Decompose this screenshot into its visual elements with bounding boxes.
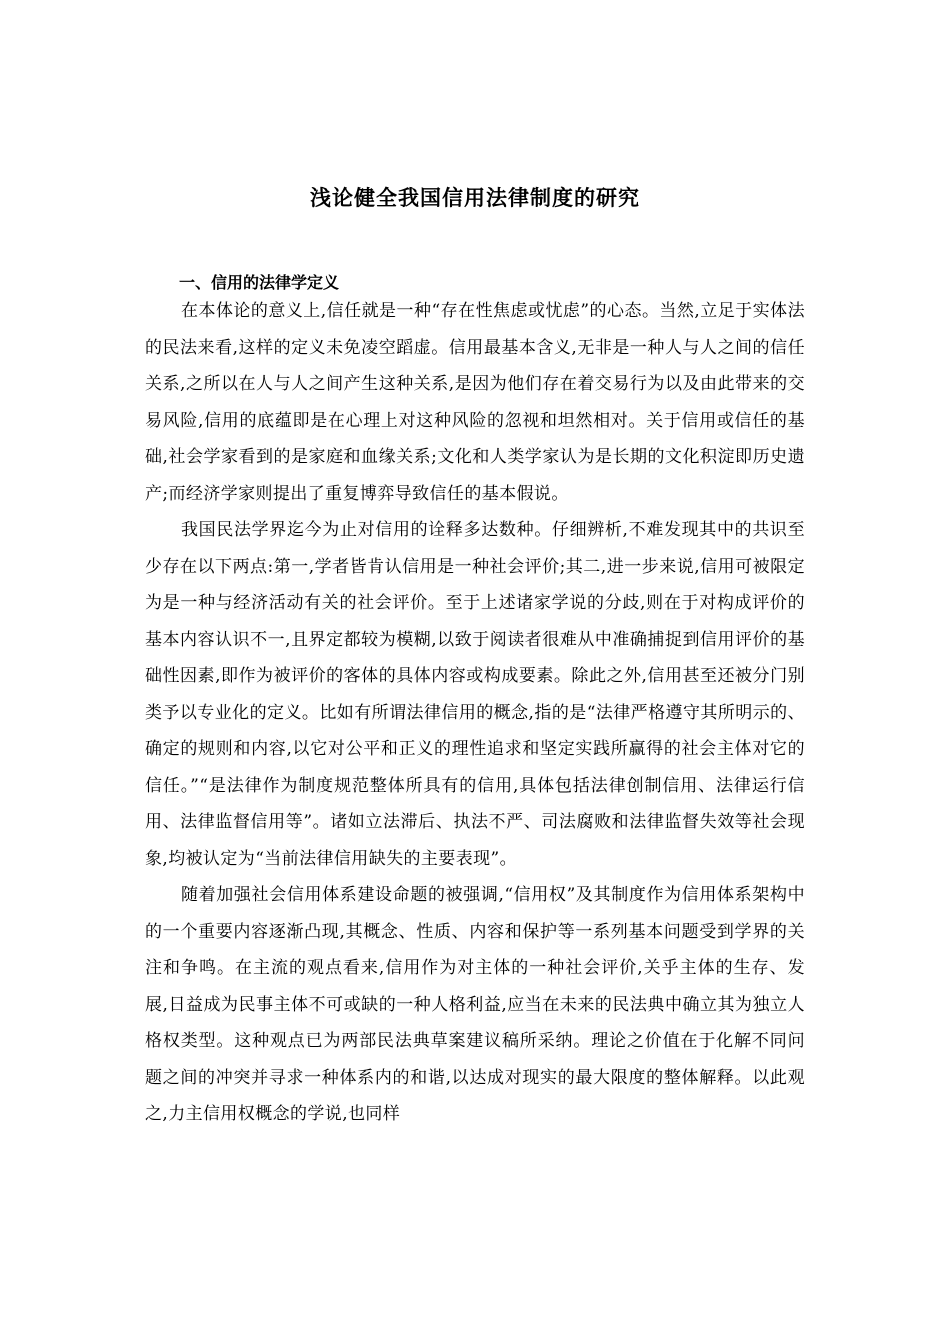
document-title: 浅论健全我国信用法律制度的研究 — [310, 186, 640, 210]
section-heading: 一、信用的法律学定义 — [179, 273, 340, 292]
paragraph-2: 我国民法学界迄今为止对信用的诠释多达数种。仔细辨析,不难发现其中的共识至少存在以下两点:第一,学者皆肯认信用是一种社会评价;其二,进一步来说,信用可被限定为是一种与经济活动有关的社会评价。至于上述诸家学说的分歧,则在于对构成评价的基本内容认识不一,且界定都较为模糊,以致于阅读者很难从中准确捕捉到信用评价的基础性因素,即作为被评价的客体的具体内容或构成要素。除此之外,信用甚至还被分门别类予以专业化的定义。比如有所谓法律信用的概念,指的是“法律严格遵守其所明示的、确定的规则和内容,以它对公平和正义的理性追求和坚定实践所赢得的社会主体对它的信任。”“是法律作为制度规范整体所具有的信用,具体包括法律创制信用、法律运行信用、法律监督信用等”。诸如立法滞后、执法不严、司法腐败和法律监督失效等社会现象,均被认定为“当前法律信用缺失的主要表现”。 — [145, 520, 805, 869]
paragraph-3: 随着加强社会信用体系建设命题的被强调,“信用权”及其制度作为信用体系架构中的一个重要内容逐渐凸现,其概念、性质、内容和保护等一系列基本问题受到学界的关注和争鸣。在主流的观点看来,信用作为对主体的一种社会评价,关乎主体的生存、发展,日益成为民事主体不可或缺的一种人格利益,应当在未来的民法典中确立其为独立人格权类型。这种观点已为两部民法典草案建议稿所采纳。理论之价值在于化解不同问题之间的冲突并寻求一种体系内的和谐,以达成对现实的最大限度的整体解释。以此观之,力主信用权概念的学说,也同样 — [145, 885, 805, 1124]
paragraph-1: 在本体论的意义上,信任就是一种“存在性焦虑或忧虑”的心态。当然,立足于实体法的民法来看,这样的定义未免凌空蹈虚。信用最基本含义,无非是一种人与人之间的信任关系,之所以在人与人之间产生这种关系,是因为他们存在着交易行为以及由此带来的交易风险,信用的底蕴即是在心理上对这种风险的忽视和坦然相对。关于信用或信任的基础,社会学家看到的是家庭和血缘关系;文化和人类学家认为是长期的文化积淀即历史遗产;而经济学家则提出了重复博弈导致信任的基本假说。 — [145, 301, 805, 504]
document-body — [145, 270, 805, 1133]
